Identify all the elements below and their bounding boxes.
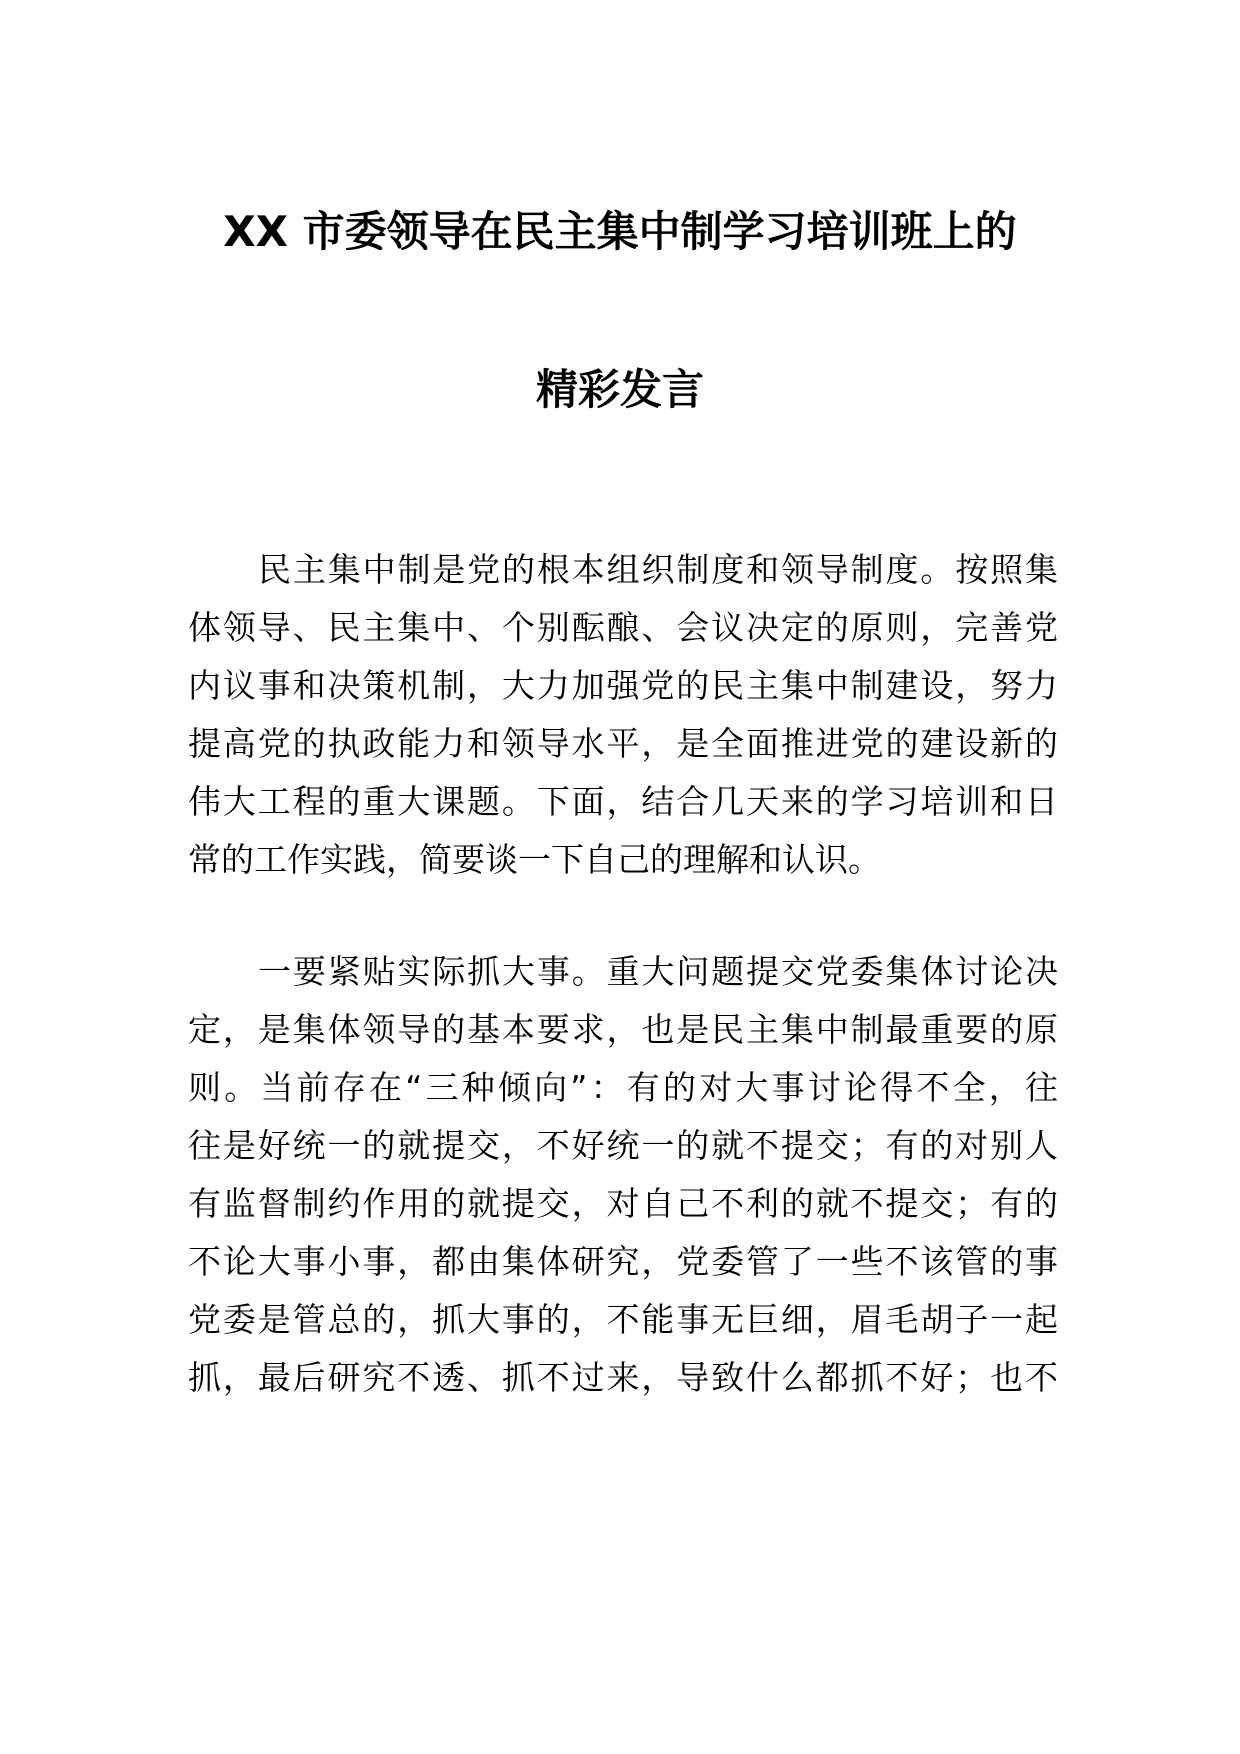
paragraph-line: 不论大事小事，都由集体研究，党委管了一些不该管的事 <box>188 1242 1058 1281</box>
paragraph-line: 民主集中制是党的根本组织制度和领导制度。按照集 <box>258 550 1058 589</box>
paragraph-line: 内议事和决策机制，大力加强党的民主集中制建设，努力 <box>188 666 1058 705</box>
paragraph-line: 往是好统一的就提交，不好统一的就不提交；有的对别人 <box>188 1126 1058 1165</box>
paragraph-line: 则。当前存在“三种倾向”：有的对大事讨论得不全，往 <box>188 1068 1058 1107</box>
paragraph-line: 一要紧贴实际抓大事。重大问题提交党委集体讨论决 <box>258 952 1058 991</box>
paragraph-line: 伟大工程的重大课题。下面，结合几天来的学习培训和日 <box>188 782 1058 821</box>
paragraph-line: 提高党的执政能力和领导水平，是全面推进党的建设新的 <box>188 724 1058 763</box>
paragraph-line: 定，是集体领导的基本要求，也是民主集中制最重要的原 <box>188 1010 1058 1049</box>
paragraph-line: 党委是管总的，抓大事的，不能事无巨细，眉毛胡子一起 <box>188 1300 1058 1339</box>
document-title-line-1: XX 市委领导在民主集中制学习培训班上的 <box>223 207 1017 256</box>
document-title-line-2: 精彩发言 <box>535 365 704 414</box>
paragraph-line: 有监督制约作用的就提交，对自己不利的就不提交；有的 <box>188 1184 1058 1223</box>
paragraph-line: 常的工作实践，简要谈一下自己的理解和认识。 <box>188 840 881 879</box>
paragraph-line: 抓，最后研究不透、抓不过来，导致什么都抓不好；也不 <box>188 1358 1058 1397</box>
paragraph-line: 体领导、民主集中、个别酝酿、会议决定的原则，完善党 <box>188 608 1058 647</box>
